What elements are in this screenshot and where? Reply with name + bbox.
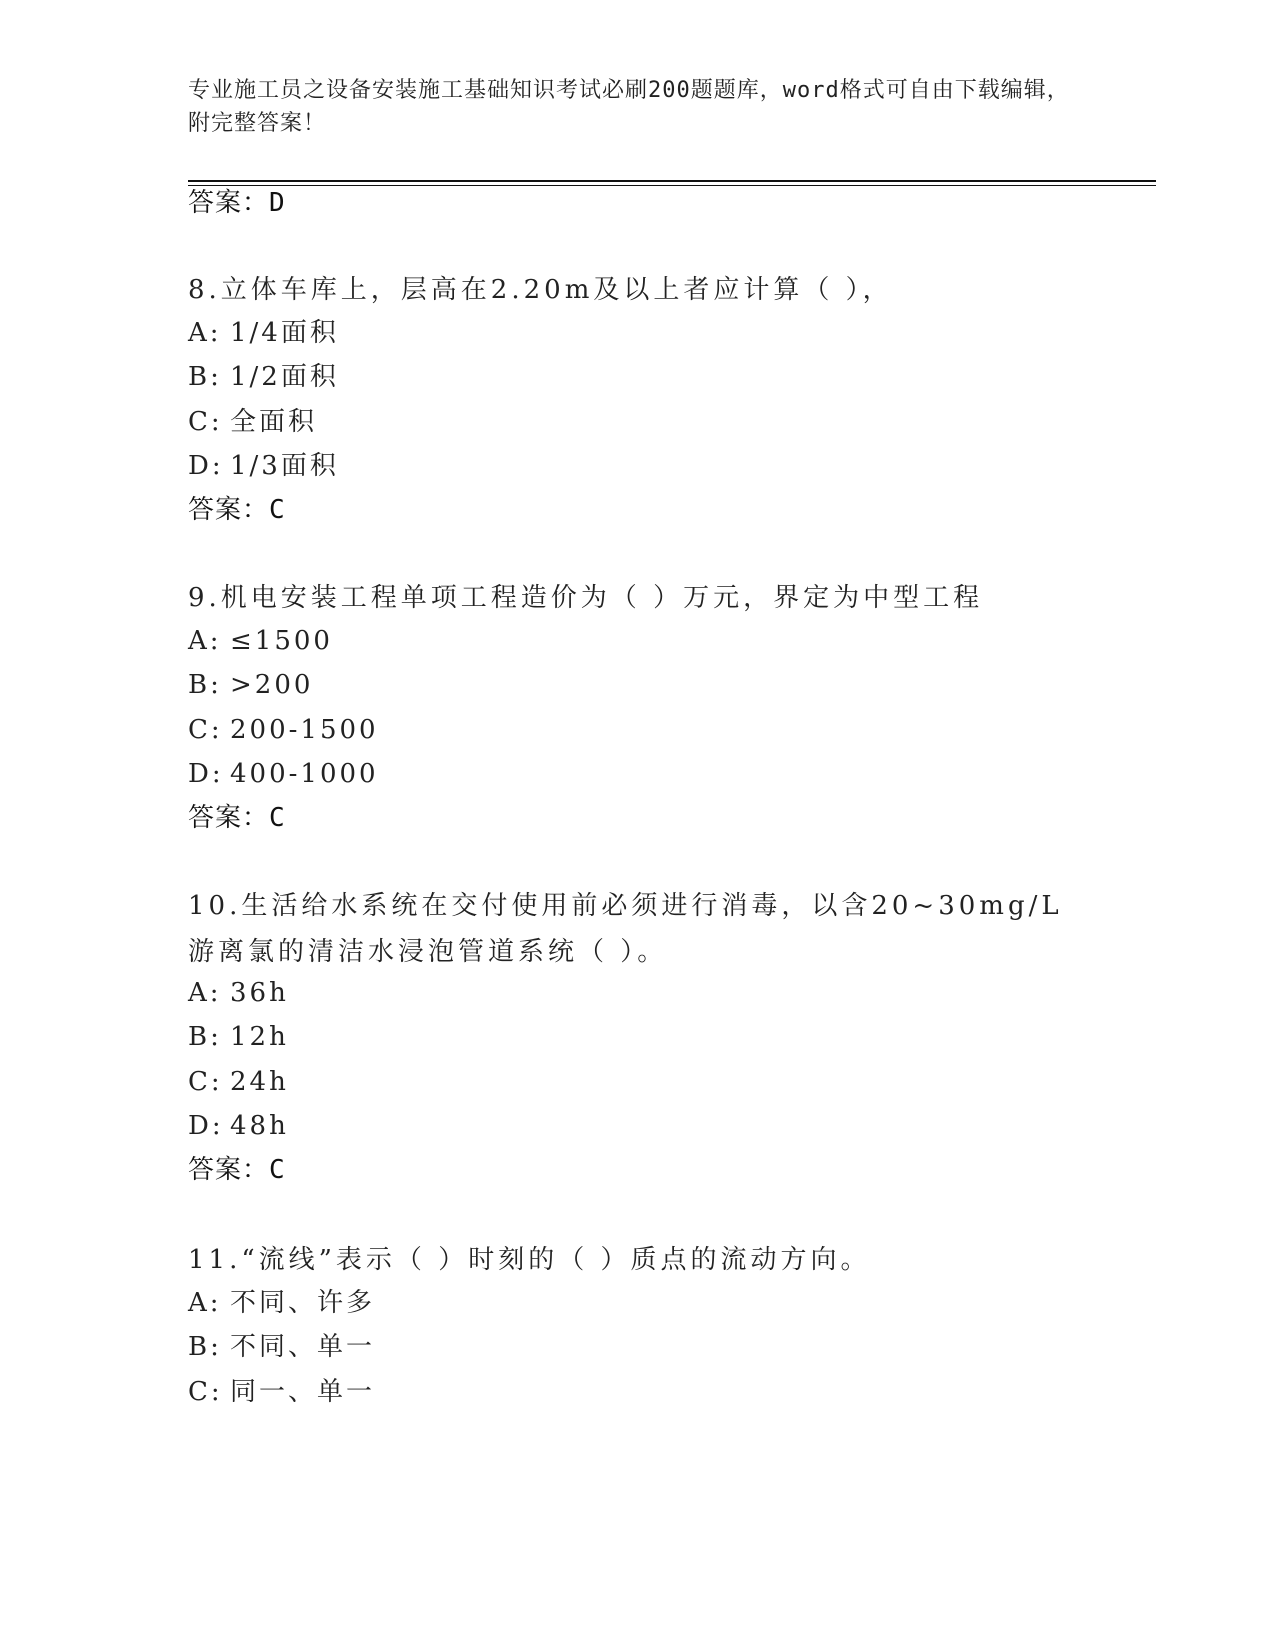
- question-10-option-a: [188, 976, 289, 1010]
- option-text: 1/2面积: [230, 362, 339, 392]
- option-label: B:: [188, 1332, 222, 1362]
- question-9-option-c: [188, 713, 379, 747]
- previous-answer: 答案：D: [188, 188, 286, 218]
- option-text: 1/4面积: [230, 318, 339, 348]
- question-10-text: 10.生活给水系统在交付使用前必须进行消毒，以含20~30mg/L游离氯的清洁水浸泡管道系统（ ）。: [188, 891, 1063, 967]
- option-label: B:: [188, 1022, 222, 1052]
- question-8-option-a: [188, 316, 339, 350]
- option-label: A:: [188, 978, 222, 1008]
- option-text: 36h: [230, 978, 289, 1008]
- question-10-option-d: [188, 1109, 289, 1143]
- question-8-answer: 答案：C: [188, 495, 286, 525]
- document-header: 专业施工员之设备安装施工基础知识考试必刷200题题库，word格式可自由下载编辑，附完整答案！: [188, 78, 1070, 136]
- question-8-text: 8.立体车库上，层高在2.20m及以上者应计算（ ），: [188, 275, 893, 305]
- option-text: 同一、单一: [230, 1377, 376, 1407]
- option-label: A:: [188, 318, 222, 348]
- option-text: 12h: [230, 1022, 289, 1052]
- option-label: D:: [188, 451, 224, 481]
- option-text: 400-1000: [230, 759, 379, 789]
- question-11-option-c: [188, 1375, 375, 1409]
- option-text: 1/3面积: [230, 451, 339, 481]
- option-label: A:: [188, 626, 222, 656]
- option-label: C:: [188, 1377, 223, 1407]
- question-9-option-b: [188, 668, 313, 702]
- question-11-option-b: [188, 1330, 375, 1364]
- question-11-text: 11.“流线”表示（ ）时刻的（ ）质点的流动方向。: [188, 1245, 871, 1275]
- option-text: >200: [230, 670, 314, 700]
- option-text: 24h: [230, 1067, 289, 1097]
- question-9-text: 9.机电安装工程单项工程造价为（ ）万元，界定为中型工程: [188, 583, 984, 613]
- option-label: D:: [188, 1111, 224, 1141]
- option-text: ≤1500: [230, 626, 333, 656]
- question-10-option-c: [188, 1065, 289, 1099]
- option-text: 200-1500: [230, 715, 379, 745]
- option-label: C:: [188, 715, 223, 745]
- question-10-option-b: [188, 1020, 289, 1054]
- option-text: 全面积: [230, 407, 318, 437]
- option-text: 不同、许多: [230, 1288, 376, 1318]
- question-11-option-a: [188, 1286, 375, 1320]
- question-9-option-a: [188, 624, 333, 658]
- option-label: B:: [188, 362, 222, 392]
- option-text: 不同、单一: [230, 1332, 376, 1362]
- question-9-answer: 答案：C: [188, 803, 286, 833]
- option-label: B:: [188, 670, 222, 700]
- question-10-answer: 答案：C: [188, 1155, 286, 1185]
- option-label: A:: [188, 1288, 222, 1318]
- option-text: 48h: [230, 1111, 289, 1141]
- question-8-option-d: [188, 449, 339, 483]
- header-rule-thick: [188, 180, 1156, 182]
- question-8-option-b: [188, 360, 339, 394]
- option-label: C:: [188, 407, 223, 437]
- question-8-option-c: [188, 405, 317, 439]
- header-rule-thin: [188, 185, 1156, 186]
- question-9-option-d: [188, 757, 379, 791]
- option-label: C:: [188, 1067, 223, 1097]
- option-label: D:: [188, 759, 224, 789]
